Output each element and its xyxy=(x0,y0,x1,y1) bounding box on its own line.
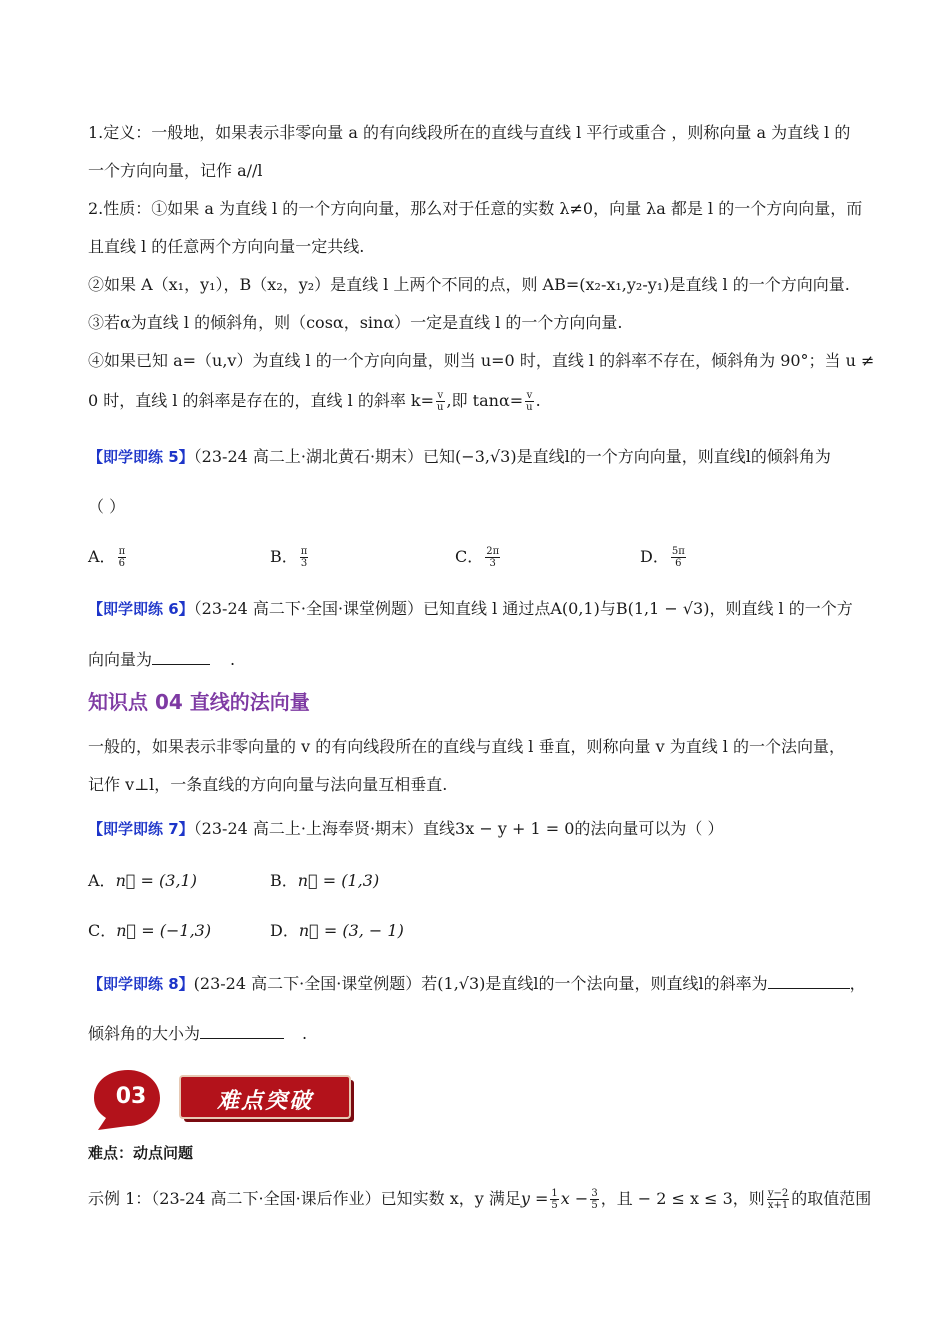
fraction-denominator: u xyxy=(526,402,533,413)
option-label: B． xyxy=(270,871,298,890)
section-heading: 知识点 04 直线的法向量 xyxy=(88,690,310,714)
option-value: n⃗ = (−1,3) xyxy=(116,921,212,940)
exercise-text: 倾斜角的大小为 xyxy=(88,1024,201,1043)
fraction-numerator: y−2 xyxy=(767,1188,789,1199)
fraction-numerator: π xyxy=(118,546,126,557)
exercise-5 xyxy=(88,446,870,468)
equation-x: x − xyxy=(560,1189,589,1208)
fraction-numerator: π xyxy=(300,546,308,557)
exercise-text: 向向量为 xyxy=(88,650,153,669)
slope-text: 0 时，直线 l 的斜率是存在的，直线 l 的斜率 k= xyxy=(88,391,435,410)
fraction-numerator: 5π xyxy=(671,546,685,557)
option-c xyxy=(455,546,502,569)
option-label: C． xyxy=(455,547,484,566)
exercise-6-line-2 xyxy=(88,648,870,671)
fraction-numerator: 1 xyxy=(551,1188,558,1199)
property-line-1: 2.性质：①如果 a 为直线 l 的一个方向向量，那么对于任意的实数 λ≠0，向量 λa 都是 l 的一个方向向量，而 xyxy=(88,199,863,218)
equation-y: y = xyxy=(520,1189,549,1208)
badge-title: 难点突破 xyxy=(216,1089,313,1114)
tan-text: ,即 tanα= xyxy=(446,391,524,410)
definition-line-1: 1.定义：一般地，如果表示非零向量 a 的有向线段所在的直线与直线 l 平行或重合 ，则称向量 a 为直线 l 的 xyxy=(88,123,851,142)
fraction-denominator: u xyxy=(437,402,444,413)
answer-blank[interactable] xyxy=(200,1022,284,1039)
property-line-6 xyxy=(88,390,870,413)
tan-fraction xyxy=(525,390,533,413)
fraction-denominator: 6 xyxy=(118,558,126,569)
exercise-tag: 【即学即练 8】 xyxy=(88,975,194,993)
property-line-3: ②如果 A（x₁，y₁），B（x₂，y₂）是直线 l 上两个不同的点，则 AB=(x₂-x₁,y₂-y₁)是直线 l 的一个方向向量. xyxy=(88,275,850,294)
exercise-8-line-2 xyxy=(88,1022,870,1045)
fraction-denominator: 3 xyxy=(300,558,308,569)
section-badge xyxy=(88,1068,368,1134)
fraction-numerator: v xyxy=(437,390,444,401)
option-label: A． xyxy=(88,547,116,566)
fraction-numerator: 2π xyxy=(486,546,500,557)
exercise-text: (23-24 高二下·全国·课堂例题）若(1,√3)是直线l的一个法向量，则直线l的斜率为 xyxy=(193,974,768,993)
option-c xyxy=(88,920,211,942)
exercise-text: （23-24 高二上·上海奉贤·期末）直线3x − y + 1 = 0的法向量可以为（ ） xyxy=(193,819,724,838)
property-line-2: 且直线 l 的任意两个方向向量一定共线. xyxy=(88,237,365,256)
option-fraction xyxy=(485,546,500,569)
fraction-denominator: 3 xyxy=(489,558,496,569)
example-1 xyxy=(88,1188,870,1211)
exercise-text: （23-24 高二上·湖北黄石·期末）已知(−3,√3)是直线l的一个方向向量，则直线l的倾斜角为 xyxy=(193,447,831,466)
exercise-text: （23-24 高二下·全国·课堂例题）已知直线 l 通过点A(0,1)与B(1,1 − √3)，则直线 l 的一个方 xyxy=(193,599,853,618)
exercise-7 xyxy=(88,818,870,840)
difficulty-title: 难点：动点问题 xyxy=(88,1144,194,1162)
fraction-three-fifths xyxy=(590,1188,598,1211)
exercise-tag: 【即学即练 5】 xyxy=(88,448,194,466)
example-text: 的取值范围 xyxy=(791,1189,872,1208)
option-label: C． xyxy=(88,921,117,940)
ratio-fraction xyxy=(767,1188,789,1211)
option-fraction xyxy=(671,546,686,569)
period: . xyxy=(302,1024,308,1043)
option-label: A． xyxy=(88,871,116,890)
option-value: n⃗ = (3, − 1) xyxy=(298,921,404,940)
badge-number: 03 xyxy=(115,1084,147,1109)
fraction-denominator: 5 xyxy=(591,1200,598,1211)
period: . xyxy=(535,391,541,410)
exercise-tag: 【即学即练 7】 xyxy=(88,820,194,838)
option-label: B． xyxy=(270,547,298,566)
option-a xyxy=(88,546,128,569)
option-d xyxy=(640,546,688,569)
option-label: D． xyxy=(270,921,299,940)
example-text: 示例 1：（23-24 高二下·全国·课后作业）已知实数 x，y 满足 xyxy=(88,1189,521,1208)
exercise-5-paren: （ ） xyxy=(88,497,126,516)
option-fraction xyxy=(118,546,127,569)
fraction-numerator: 3 xyxy=(591,1188,598,1199)
fraction-numerator: v xyxy=(526,390,533,401)
exercise-8 xyxy=(88,972,870,995)
fraction-denominator: 5 xyxy=(551,1200,558,1211)
option-label: D． xyxy=(640,547,669,566)
fraction-denominator: 6 xyxy=(675,558,682,569)
option-b xyxy=(270,870,379,892)
fraction-one-fifth xyxy=(550,1188,558,1211)
option-b xyxy=(270,546,310,569)
comma: ， xyxy=(849,974,866,993)
definition-line-2: 一个方向向量，记作 a//l xyxy=(88,161,263,180)
option-d xyxy=(270,920,404,942)
answer-blank[interactable] xyxy=(768,972,850,989)
slope-fraction xyxy=(436,390,444,413)
exercise-tag: 【即学即练 6】 xyxy=(88,600,194,618)
option-a xyxy=(88,870,197,892)
fraction-denominator: x+1 xyxy=(767,1200,789,1211)
option-value: n⃗ = (3,1) xyxy=(115,871,197,890)
answer-blank[interactable] xyxy=(152,648,210,665)
normal-vector-line-2: 记作 v⊥l，一条直线的方向向量与法向量互相垂直. xyxy=(88,775,448,794)
period: . xyxy=(230,650,236,669)
property-line-5: ④如果已知 a=（u,v）为直线 l 的一个方向向量，则当 u=0 时，直线 l 的斜率不存在，倾斜角为 90°；当 u ≠ xyxy=(88,351,875,370)
option-fraction xyxy=(300,546,309,569)
property-line-4: ③若α为直线 l 的倾斜角，则（cosα，sinα）一定是直线 l 的一个方向向量. xyxy=(88,313,623,332)
exercise-6 xyxy=(88,598,870,620)
example-text: ，且 − 2 ≤ x ≤ 3，则 xyxy=(600,1189,765,1208)
normal-vector-line-1: 一般的，如果表示非零向量的 v 的有向线段所在的直线与直线 l 垂直，则称向量 v 为直线 l 的一个法向量， xyxy=(88,737,846,756)
option-value: n⃗ = (1,3) xyxy=(297,871,380,890)
